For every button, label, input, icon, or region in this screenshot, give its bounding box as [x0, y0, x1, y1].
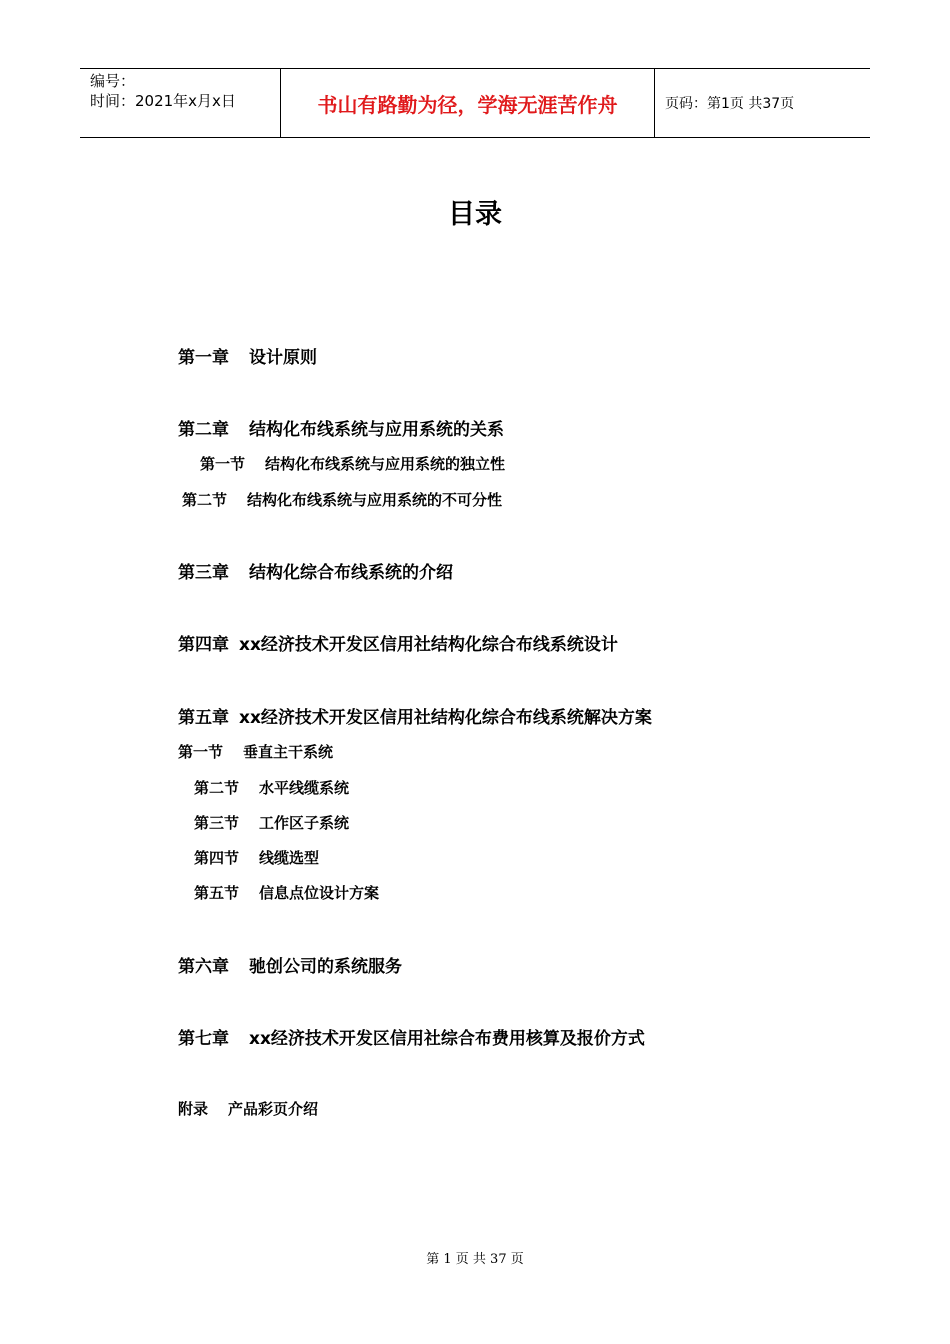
toc-text: 设计原则: [249, 348, 317, 368]
toc-text: 结构化布线系统与应用系统的独立性: [265, 455, 506, 473]
toc-text: 工作区子系统: [259, 814, 350, 832]
toc-label: 第二节: [182, 491, 228, 509]
header-meta: [80, 69, 281, 137]
toc-text: 驰创公司的系统服务: [249, 957, 402, 977]
toc-text: 垂直主干系统: [243, 743, 334, 761]
toc-label: 第五节: [194, 884, 240, 902]
header-date: 时间：2021年x月x日: [90, 92, 236, 110]
toc-label: 第五章: [178, 708, 229, 728]
header-page-info: 页码：第1页 共37页: [665, 96, 795, 112]
toc-label: 第二节: [194, 779, 240, 797]
toc-label: 第二章: [178, 420, 229, 440]
toc-section-5-5: [194, 882, 379, 903]
toc-label: 第七章: [178, 1029, 229, 1049]
toc-text: xx经济技术开发区信用社结构化综合布线系统解决方案: [239, 708, 652, 728]
toc-label: 第三章: [178, 563, 229, 583]
toc-chapter-6: [178, 952, 402, 977]
toc-section-5-1: [178, 741, 333, 762]
toc-label: 附录: [178, 1100, 209, 1118]
toc-chapter-3: [178, 558, 453, 583]
toc-text: 信息点位设计方案: [259, 884, 380, 902]
toc-section-5-4: [194, 847, 319, 868]
toc-text: 结构化布线系统与应用系统的不可分性: [247, 491, 503, 509]
toc-label: 第三节: [194, 814, 240, 832]
toc-chapter-5: [178, 703, 652, 728]
toc-section-2-2: [182, 489, 502, 510]
toc-text: xx经济技术开发区信用社综合布费用核算及报价方式: [249, 1029, 645, 1049]
page-header: [80, 68, 870, 138]
page-footer: 第 1 页 共 37 页: [426, 1252, 524, 1267]
toc-label: 第四节: [194, 849, 240, 867]
toc-label: 第一章: [178, 348, 229, 368]
toc-text: 线缆选型: [259, 849, 320, 867]
toc-label: 第一节: [200, 455, 246, 473]
toc-text: xx经济技术开发区信用社结构化综合布线系统设计: [239, 635, 618, 655]
page-title: 目录: [448, 199, 502, 230]
toc-section-5-3: [194, 812, 349, 833]
header-motto: 书山有路勤为径，学海无涯苦作舟: [281, 69, 655, 137]
toc-text: 水平线缆系统: [259, 779, 350, 797]
toc-section-5-2: [194, 777, 349, 798]
toc-label: 第一节: [178, 743, 224, 761]
toc-chapter-1: [178, 343, 317, 368]
toc-chapter-7: [178, 1024, 645, 1049]
toc-text: 结构化综合布线系统的介绍: [249, 563, 453, 583]
toc-section-2-1: [200, 453, 505, 474]
toc-text: 产品彩页介绍: [228, 1100, 319, 1118]
toc-appendix: [178, 1098, 318, 1119]
header-number: 编号：: [90, 72, 136, 90]
toc-label: 第六章: [178, 957, 229, 977]
toc-label: 第四章: [178, 635, 229, 655]
toc-text: 结构化布线系统与应用系统的关系: [249, 420, 504, 440]
toc-chapter-2: [178, 415, 504, 440]
toc-chapter-4: [178, 630, 618, 655]
